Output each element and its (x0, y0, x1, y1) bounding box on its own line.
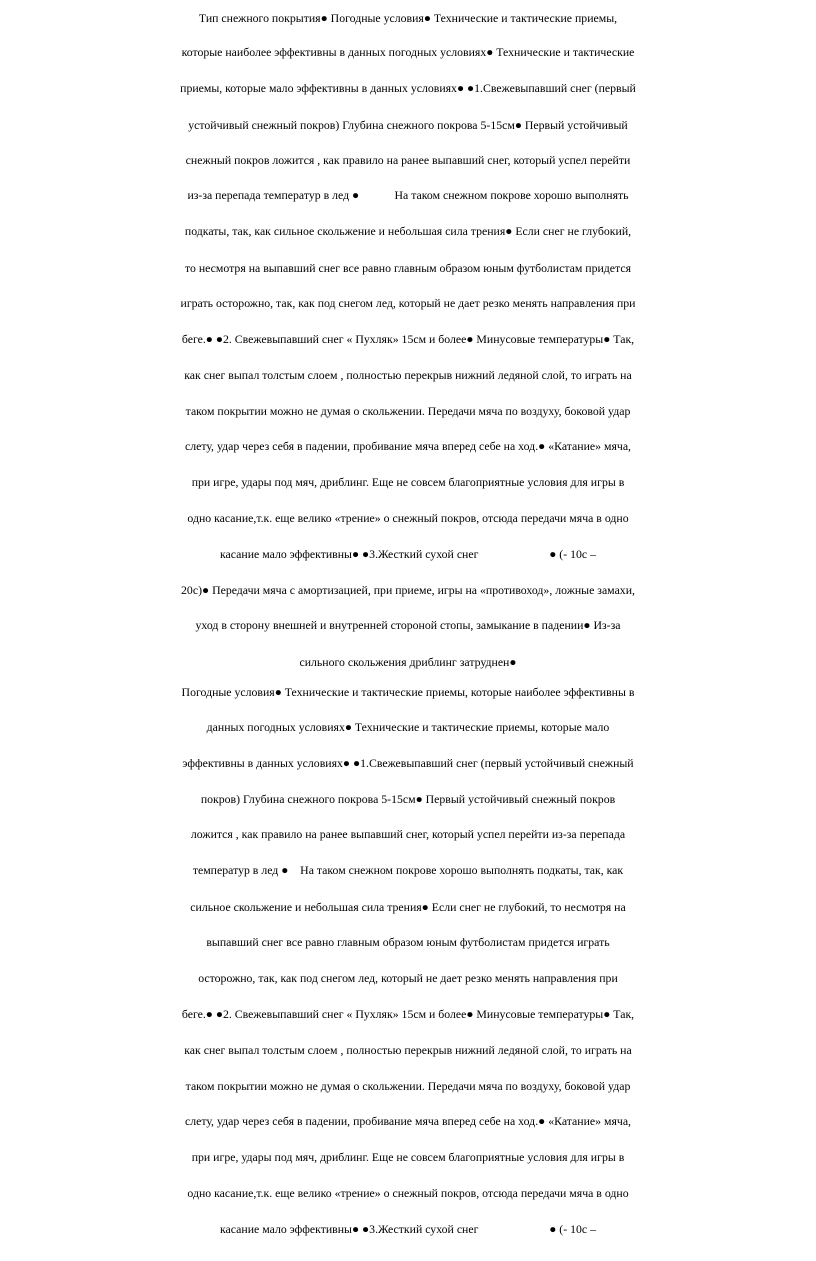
text-line: данных погодных условиях● Технические и тактические приемы, которые мало (206, 720, 610, 734)
text-line: слету, удар через себя в падении, пробивание мяча вперед себе на ход.● «Катание» мяча, (184, 1114, 632, 1128)
text-line: температур в лед ● На таком снежном покрове хорошо выполнять подкаты, так, как (192, 863, 624, 877)
text-line: из-за перепада температур в лед ● На таком снежном покрове хорошо выполнять (187, 188, 629, 202)
text-line: таком покрытии можно не думая о скольжении. Передачи мяча по воздуху, боковой удар (185, 1079, 631, 1093)
text-line: ложится , как правило на ранее выпавший снег, который успел перейти из-за перепада (190, 827, 626, 841)
text-line: приемы, которые мало эффективны в данных условиях● ●1.Свежевыпавший снег (первый (180, 81, 636, 95)
text-line: выпавший снег все равно главным образом юным футболистам придется играть (206, 935, 610, 949)
text-line: как снег выпал толстым слоем , полностью перекрыв нижний ледяной слой, то играть на (184, 368, 632, 382)
text-line: покров) Глубина снежного покрова 5-15см● Первый устойчивый снежный покров (200, 792, 616, 806)
text-line: при игре, удары под мяч, дриблинг. Еще не совсем благоприятные условия для игры в (191, 475, 625, 489)
text-line: которые наиболее эффективны в данных погодных условиях● Технические и тактические (181, 45, 635, 59)
text-line: при игре, удары под мяч, дриблинг. Еще не совсем благоприятные условия для игры в (191, 1150, 625, 1164)
text-line: таком покрытии можно не думая о скольжении. Передачи мяча по воздуху, боковой удар (185, 404, 631, 418)
text-line: устойчивый снежный покров) Глубина снежного покрова 5-15см● Первый устойчивый (188, 118, 628, 132)
text-line: как снег выпал толстым слоем , полностью перекрыв нижний ледяной слой, то играть на (184, 1043, 632, 1057)
text-line: подкаты, так, как сильное скольжение и небольшая сила трения● Если снег не глубокий, (184, 224, 632, 238)
text-line: осторожно, так, как под снегом лед, который не дает резко менять направления при (198, 971, 618, 985)
text-line: уход в сторону внешней и внутренней стороной стопы, замыкание в падении● Из-за (195, 618, 621, 632)
text-line: касание мало эффективны● ●3.Жесткий сухой снег ● (- 10с – (220, 1222, 596, 1236)
text-line: беге.● ●2. Свежевыпавший снег « Пухляк» 15см и более● Минусовые температуры● Так, (181, 332, 635, 346)
text-line: одно касание,т.к. еще велико «трение» о снежный покров, отсюда передачи мяча в одно (187, 1186, 629, 1200)
text-line: одно касание,т.к. еще велико «трение» о снежный покров, отсюда передачи мяча в одно (187, 511, 629, 525)
text-line: то несмотря на выпавший снег все равно главным образом юным футболистам придется (184, 261, 631, 275)
text-line: касание мало эффективны● ●3.Жесткий сухой снег ● (- 10с – (220, 547, 596, 561)
text-line: играть осторожно, так, как под снегом лед, который не дает резко менять направления при (180, 296, 636, 310)
text-line: сильное скольжение и небольшая сила трения● Если снег не глубокий, то несмотря на (190, 900, 626, 914)
text-line: снежный покров ложится , как правило на ранее выпавший снег, который успел перейти (185, 153, 631, 167)
text-line: слету, удар через себя в падении, пробивание мяча вперед себе на ход.● «Катание» мяча, (184, 439, 632, 453)
text-line: эффективны в данных условиях● ●1.Свежевыпавший снег (первый устойчивый снежный (182, 756, 634, 770)
text-line: беге.● ●2. Свежевыпавший снег « Пухляк» 15см и более● Минусовые температуры● Так, (181, 1007, 635, 1021)
text-line: Тип снежного покрытия● Погодные условия● Технические и тактические приемы, (198, 11, 618, 25)
text-line: Погодные условия● Технические и тактические приемы, которые наиболее эффективны в (181, 685, 635, 699)
text-line: 20с)● Передачи мяча с амортизацией, при приеме, игры на «противоход», ложные замахи, (181, 583, 635, 597)
text-line: сильного скольжения дриблинг затруднен● (299, 655, 517, 669)
